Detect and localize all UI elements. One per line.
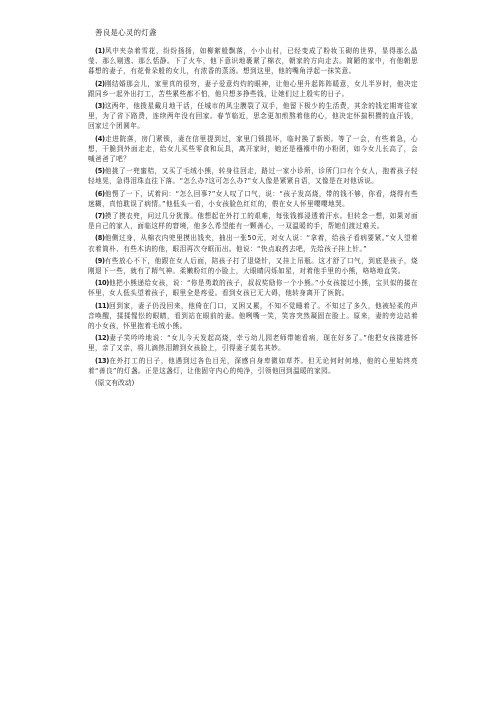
paragraph-number: (8) [95,234,105,243]
paragraph-text: 走进院落，房门紧锁，妻在信里提到过，家里门锁损坏，临时换了新锁。等了一会，有些着急，心想，干脆到外面走走，给女儿买些零食和玩具，离开家时，她还是襁褓中的小粉团，如今女儿长高了，会喊爸爸了吧？ [88,134,418,164]
paragraph [88,211,418,231]
paragraph-number: (1) [95,47,105,55]
paragraph-list [88,46,418,376]
paragraph [88,79,418,99]
paragraph-text: 这两年，他拨星戴月地干活，任城市的风尘膜裂了双手，他留下极少的生活费，其余的钱定期寄往家里，为了省下路费，连续两年没有回家。春节临近，思念更加煎熬着他的心，他决定怀揣积攒的血汗钱，回家过个团圆年。 [88,102,418,131]
paragraph-number: (2) [95,79,105,88]
paragraph-number: (7) [95,212,105,221]
paragraph-text: 他侧过身，从棉衣内兜里摸出钱夹，抽出一张50元，对女人说：“拿着，给孩子看病要紧。”女人望着衣着简朴、有些木讷的他，眼泪再次夺眶而出。他说：“快点取药去吧，先给孩子挂上针。” [88,234,418,253]
paragraph [88,233,418,253]
paragraph [88,256,418,276]
source-note: (原文有改动) [95,379,135,388]
paragraph-text: 回到家，妻子仍没回来，他倚在门口，又困又累，不知不觉睡着了。不知过了多久，他被轻柔的声音唤醒，揉揉惺忪的眼睛，看到站在眼前的妻。他咧嘴一笑，笑容突然凝固在脸上。原来，妻的旁边站着的小女孩，怀里抱着毛绒小熊。 [88,301,418,331]
paragraph-number: (13) [95,356,110,365]
paragraph-text: 妻子笑吟吟地说：“女儿今天发起高烧，幸亏幼儿园老师带她看病，现在好多了。”他把女孩搂进怀里，亲了又亲，将儿滴热泪蹭到女孩脸上，引得妻子莫名其妙。 [88,334,418,353]
paragraph-number: (12) [95,334,110,343]
paragraph-number: (3) [95,102,105,111]
paragraph-text: 他把小熊递给女孩，说：“你是勇敢的孩子，叔叔奖励你一个小熊。”小女孩接过小熊，宝贝似的搂在怀里，女人低头望着孩子，眼里全是疼爱。看到女孩已无大碍，他转身离开了医院。 [88,279,418,298]
paragraph-number: (9) [95,256,105,265]
paragraph [88,189,418,209]
paragraph [88,134,418,165]
paragraph-text: 风中夹杂着雪花，纷纷扬扬，如柳絮般飘落，小小山村，已经变成了粉妆玉砌的世界，显得那么晶莹、那么剔透、那么恬静。下了火车，他下意识地裹紧了棉衣，朝家的方向走去。简陋的家中，有他朝思暮想的妻子，有花骨朵般的女儿，有浓香的蒸汤。想到这里，他的嘴角浮起一抹笑意。 [88,47,418,76]
article-title: 善良是心灵的灯盏 [95,28,157,37]
paragraph-text: 在外打工的日子，他遇到过各色目光，深感自身卑微如草芥。但无论何时何地，他的心里始终亮着“善良”的灯盏。正是这盏灯，让他固守内心的纯净，引领他回到温暖的家园。 [88,356,418,375]
paragraph [88,301,418,332]
paragraph-text: 他挑了一兜蜜桔，又买了毛绒小熊，转身往回走，路过一家小诊所，诊所门口有个女人，抱着孩子轻轻地晃，急得泪珠直往下落。“怎么办?这可怎么办?”女人像是紧紧自语，又像是在对他诉说。 [88,167,418,186]
paragraph [88,356,418,376]
paragraph-text: 他愣了一下，试着问：“怎么回事?”女人叹了口气，说：“孩子发高烧，带的钱不够，你看，烧得有些迷糊，真怕耽误了病情。”他低头一看，小女孩脸色红红的，偎在女人怀里嘤嘤地哭。 [88,189,418,208]
paragraph-text: 刚结婚那会儿，家里真的很穷，妻子爱意灼灼的眼神，让他心里升起阵阵暖意，女儿半岁时，他决定跟同乡一起外出打工，苦些累些都不怕，他只想多挣些钱，让她们过上殷实的日子。 [88,79,418,98]
paragraph-text: 摸了摸衣兜，问过几分犹豫。他想起在外打工的艰难，每张钱都浸透着汗水。但转念一想，如果对面是自己的家人，面临这样的窘境，他多么希望能有一颗善心，一双温暖的手，帮她们渡过难关。 [88,212,418,231]
paragraph [88,278,418,298]
paragraph-number: (6) [95,189,105,198]
paragraph [88,46,418,77]
paragraph-number: (4) [95,134,105,143]
paragraph-number: (5) [95,167,105,176]
paragraph-text: 有些放心不下，他跟在女人后面，陪孩子打了退烧针，又挂上吊瓶。这才舒了口气，到底是孩子，烧刚退下一些，就有了精气神。柔嫩粉红的小脸上，大眼睛闪烁如星，对着他手里的小熊，咯咯地直笑。 [88,256,418,276]
paragraph-number: (10) [95,279,110,288]
article [88,28,418,388]
paragraph-number: (11) [95,301,110,310]
paragraph [88,333,418,353]
paragraph [88,101,418,132]
paragraph [88,166,418,186]
